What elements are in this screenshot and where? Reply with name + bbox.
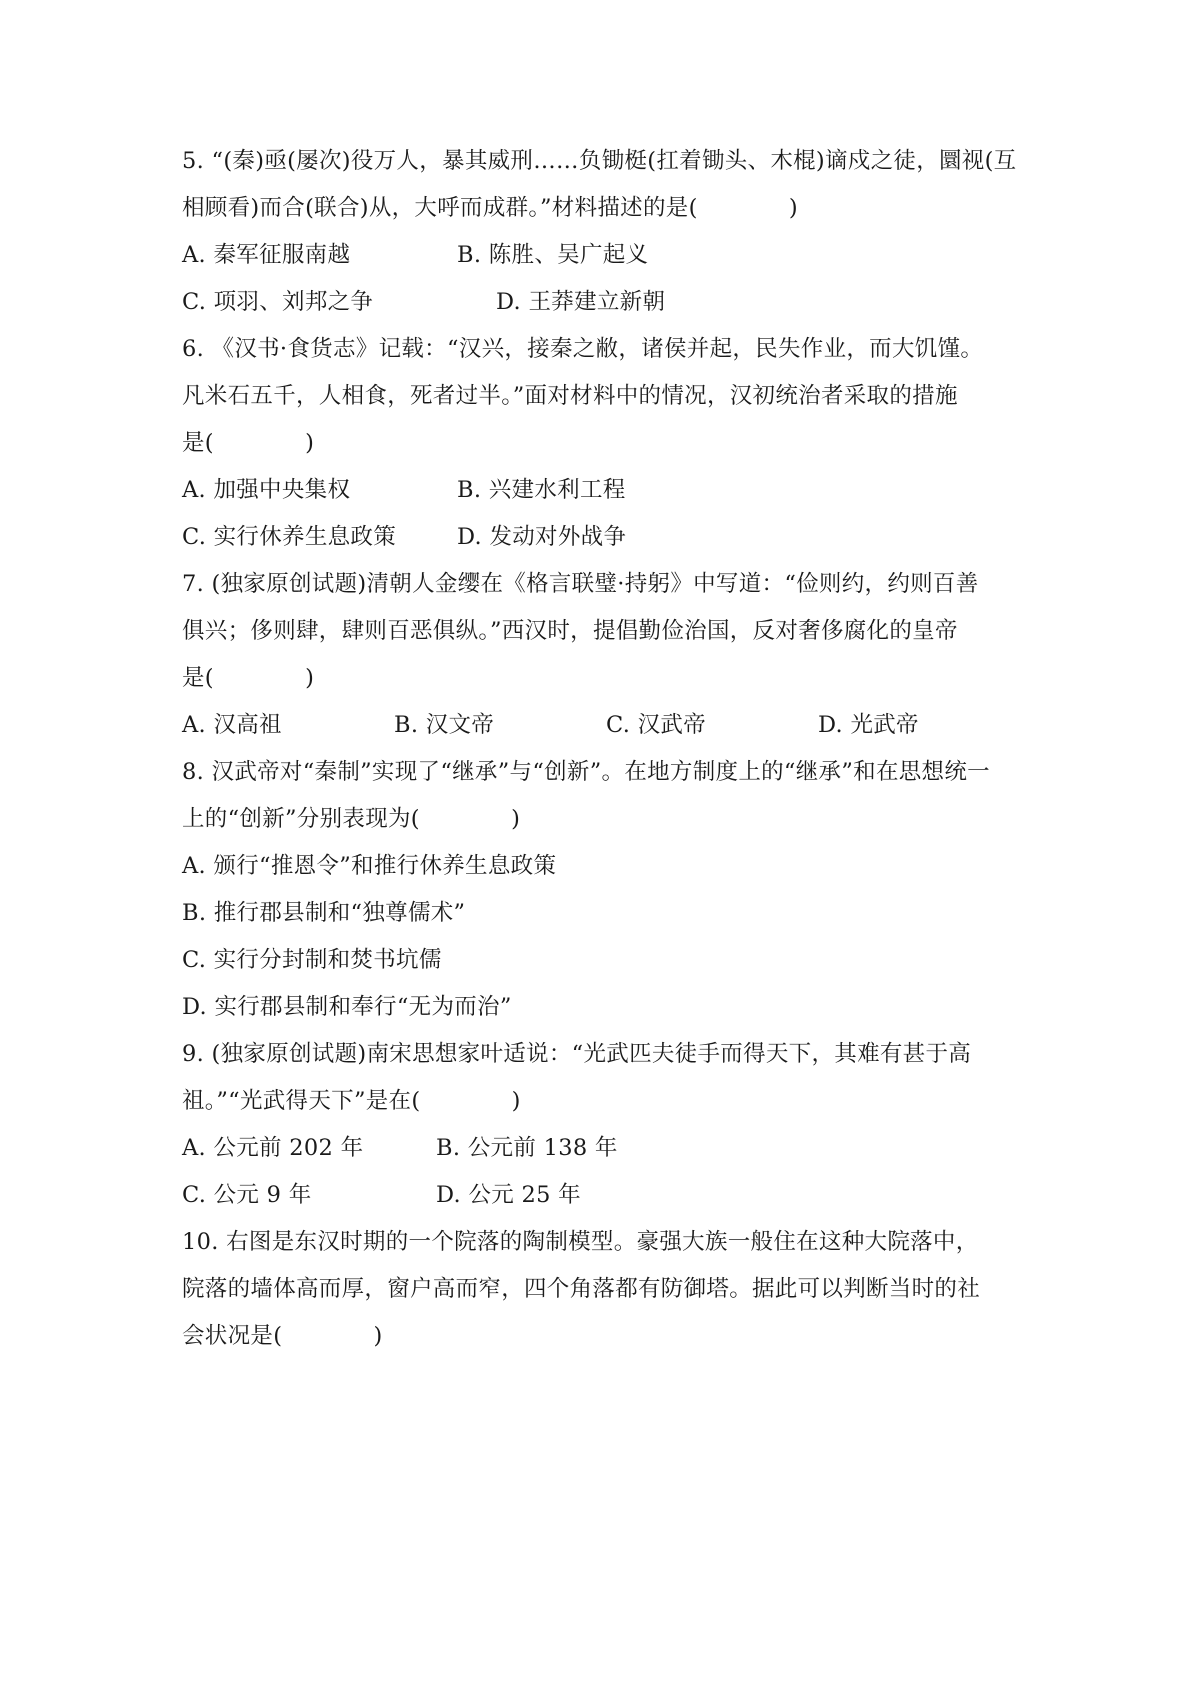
question-5 [182,138,1022,326]
option-d: D. 公元 25 年 [436,1182,581,1208]
question-9-option-row-2 [182,1172,1022,1219]
option-b: B. 推行郡县制和“独尊儒术” [182,900,466,926]
question-6-option-row-1 [182,467,1022,514]
option-c: C. 实行分封制和焚书坑儒 [182,947,442,973]
option-b: B. 陈胜、吴广起义 [457,242,649,268]
question-6-option-row-2 [182,514,1022,561]
option-a: A. 汉高祖 [182,712,282,738]
question-10 [182,1219,1022,1360]
question-7-stem-line-1: 7. (独家原创试题)清朝人金缨在《格言联璧·持躬》中写道：“俭则约，约则百善 [182,571,979,597]
question-9 [182,1031,1022,1219]
question-9-stem-line-2: 祖。”“光武得天下”是在( ) [182,1088,521,1114]
option-d: D. 王莽建立新朝 [496,289,666,315]
question-5-stem-line-2: 相顾看)而合(联合)从，大呼而成群。”材料描述的是( ) [182,195,798,221]
option-c: C. 汉武帝 [606,712,707,738]
question-8-stem-line-2: 上的“创新”分别表现为( ) [182,806,521,832]
question-10-stem-line-3: 会状况是( ) [182,1323,383,1349]
option-d: D. 发动对外战争 [457,524,627,550]
option-d: D. 实行郡县制和奉行“无为而治” [182,994,512,1020]
question-10-stem-line-2: 院落的墙体高而厚，窗户高而窄，四个角落都有防御塔。据此可以判断当时的社 [182,1276,981,1302]
option-a: A. 秦军征服南越 [182,242,351,268]
question-5-option-row-2 [182,279,1022,326]
question-8-stem-line-1: 8. 汉武帝对“秦制”实现了“继承”与“创新”。在地方制度上的“继承”和在思想统一 [182,759,990,785]
option-a: A. 公元前 202 年 [182,1135,364,1161]
option-c: C. 实行休养生息政策 [182,524,397,550]
question-5-stem-line-1: 5. “(秦)亟(屡次)役万人，暴其威刑……负锄梃(扛着锄头、木棍)谪戍之徒，圜视(互 [182,148,1017,174]
option-b: B. 公元前 138 年 [436,1135,618,1161]
question-9-stem-line-1: 9. (独家原创试题)南宋思想家叶适说：“光武匹夫徒手而得天下，其难有甚于高 [182,1041,972,1067]
question-7-option-row-1 [182,702,1022,749]
question-7-stem-line-3: 是( ) [182,665,315,691]
question-6 [182,326,1022,561]
question-7 [182,561,1022,749]
exam-page [182,138,1022,1360]
question-10-stem-line-1: 10. 右图是东汉时期的一个院落的陶制模型。豪强大族一般住在这种大院落中， [182,1229,979,1255]
question-6-stem-line-2: 凡米石五千，人相食，死者过半。”面对材料中的情况，汉初统治者采取的措施 [182,383,958,409]
question-9-option-row-1 [182,1125,1022,1172]
option-b: B. 汉文帝 [394,712,495,738]
question-6-stem-line-1: 6. 《汉书·食货志》记载：“汉兴，接秦之敝，诸侯并起，民失作业，而大饥馑。 [182,336,984,362]
question-6-stem-line-3: 是( ) [182,430,315,456]
question-5-option-row-1 [182,232,1022,279]
option-a: A. 加强中央集权 [182,477,351,503]
option-d: D. 光武帝 [818,712,919,738]
question-7-stem-line-2: 俱兴；侈则肆，肆则百恶俱纵。”西汉时，提倡勤俭治国，反对奢侈腐化的皇帝 [182,618,958,644]
option-c: C. 项羽、刘邦之争 [182,289,374,315]
option-b: B. 兴建水利工程 [457,477,626,503]
option-c: C. 公元 9 年 [182,1182,312,1208]
question-8 [182,749,1022,1031]
option-a: A. 颁行“推恩令”和推行休养生息政策 [182,853,557,879]
